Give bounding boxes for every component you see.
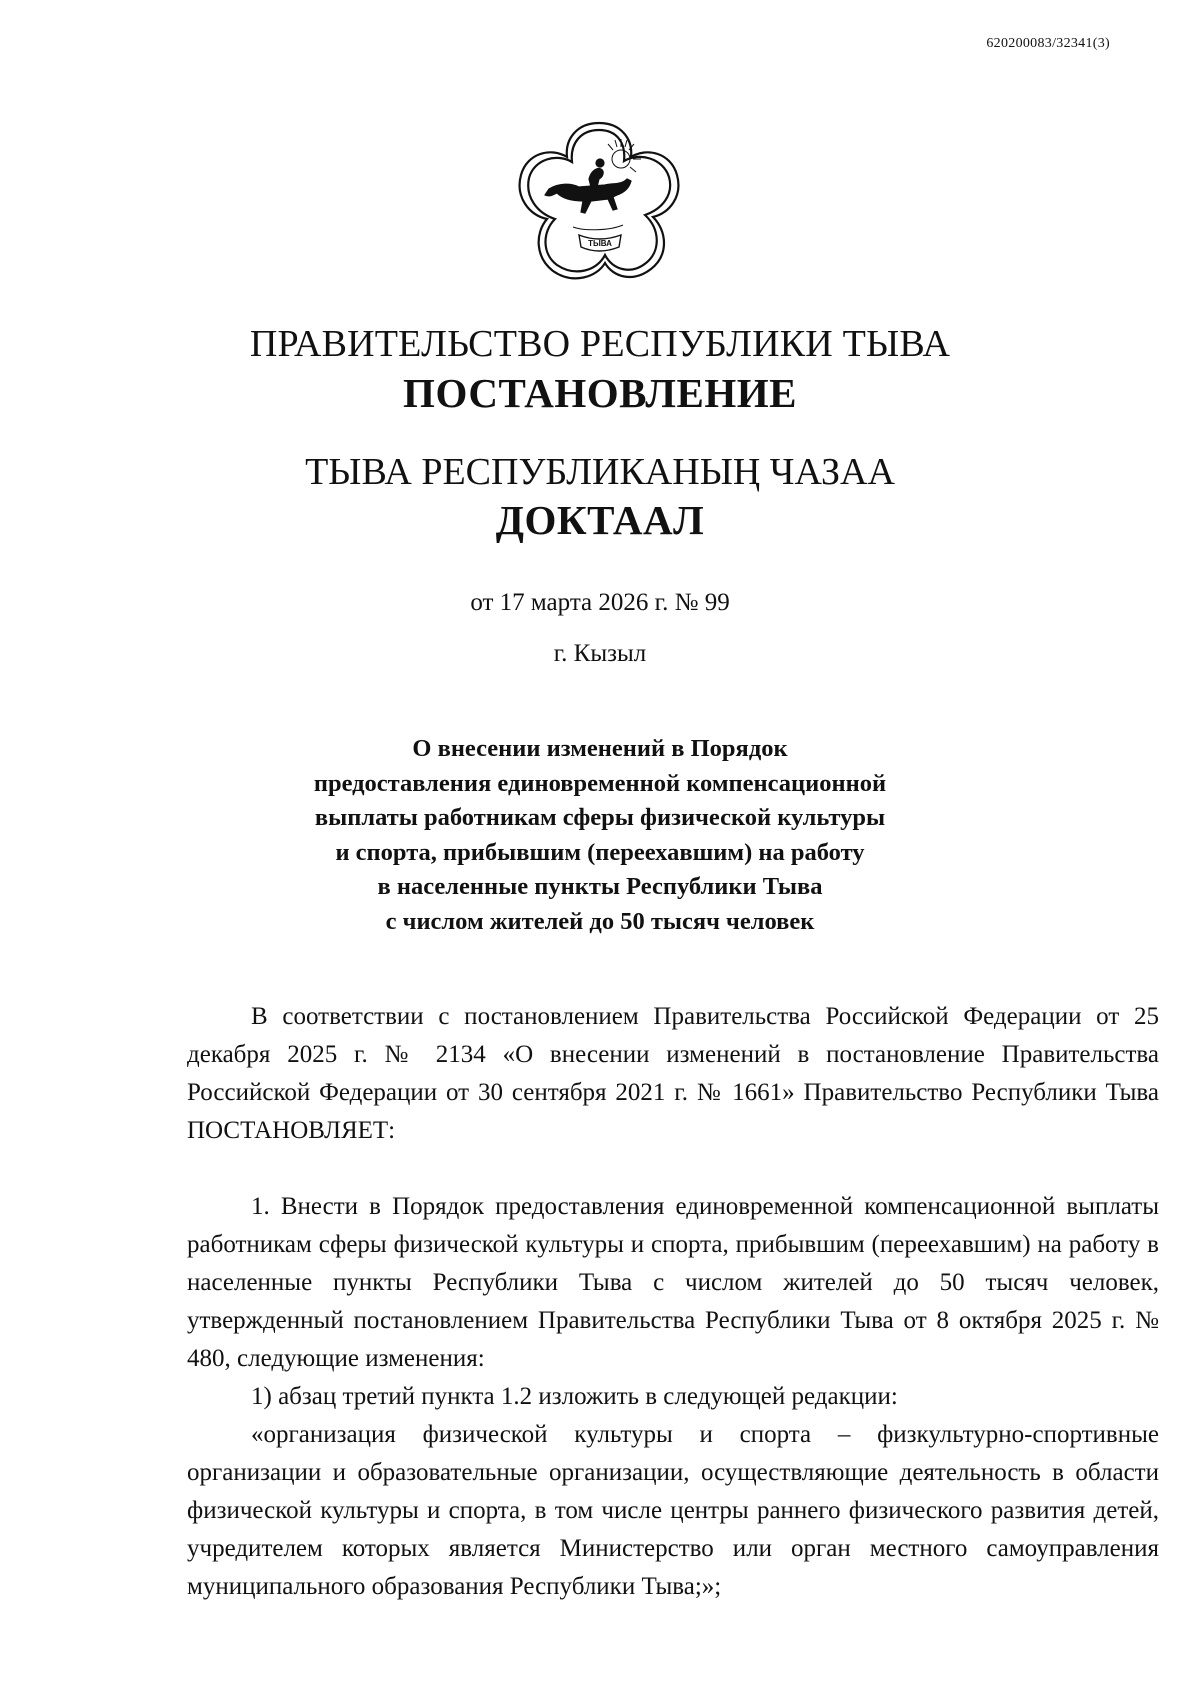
title-line: выплаты работникам сферы физической культуры [314,804,886,831]
title-line: с числом жителей до 50 тысяч человек [385,907,815,935]
decree-date: от 17 марта 2026 г. № 99 [470,589,730,616]
decree-type-ru: ПОСТАНОВЛЕНИЕ [403,370,797,416]
decree-type-tyv: ДОКТААЛ [495,497,705,543]
tuva-emblem-icon [513,117,685,289]
body-paragraph: 1) абзац третий пункта 1.2 изложить в следующей редакции: [251,1383,898,1410]
body-paragraph: «организация физической культуры и спорта – физкультурно-спортивные организации и образовательные организации, осуществляющие деятельность в области физической культуры и спорта, в том числе центры раннего физического развития детей, учредителем которых является Министерство или орган местного самоуправления муниципального образования Республики Тыва;»; [187,1421,1159,1600]
emblem-ribbon-text: ТЫВА [588,239,612,248]
body-paragraph: 1. Внести в Порядок предоставления единовременной компенсационной выплаты работникам сферы физической культуры и спорта, прибывшим (переехавшим) на работу в населенные пункты Республики Тыва с числом жителей до 50 тысяч человек, утвержденный постановлением Правительства Республики Тыва от 8 октября 2025 г. № 480, следующие изменения: [187,1193,1159,1372]
body-paragraph: В соответствии с постановлением Правительства Российской Федерации от 25 декабря 2025 г. № 2134 «О внесении изменений в постановление Правительства Российской Федерации от 30 сентября 2021 г. № 1661» Правительство Республики Тыва ПОСТАНОВЛЯЕТ: [187,1003,1159,1144]
title-line: и спорта, прибывшим (переехавшим) на работу [335,838,865,866]
decree-title [0,732,1200,939]
title-line: в населенные пункты Республики Тыва [377,873,823,900]
government-title-ru: ПРАВИТЕЛЬСТВО РЕСПУБЛИКИ ТЫВА [249,323,951,365]
title-line: предоставления единовременной компенсационной [313,769,887,797]
title-line: О внесении изменений в Порядок [412,735,788,762]
decree-city: г. Кызыл [553,640,647,667]
document-id: 620200083/32341(3) [986,36,1110,51]
government-title-tyv: ТЫВА РЕСПУБЛИКАНЫҢ ЧАЗАА [305,451,895,493]
decree-body [187,998,1159,1606]
